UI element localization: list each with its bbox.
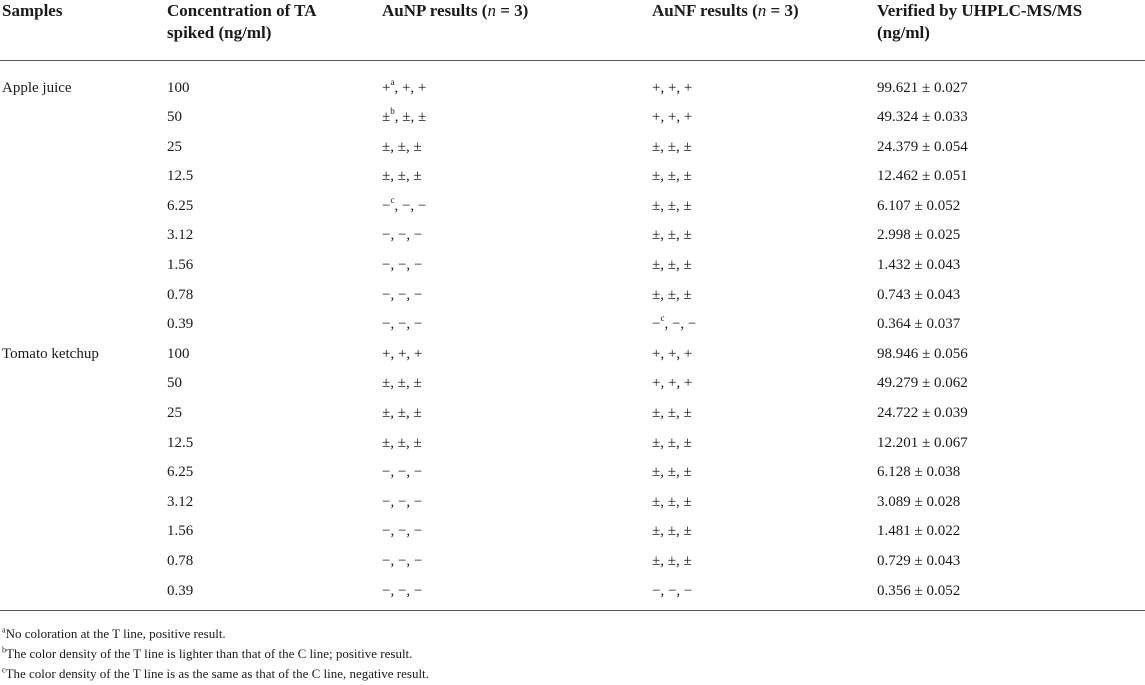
footnote [2, 664, 429, 684]
cell-concentration-text: 0.39 [167, 316, 194, 333]
cell-verified [875, 517, 1145, 547]
cell-concentration-text: 0.78 [167, 553, 194, 569]
cell-concentration-text: 1.56 [167, 257, 194, 274]
table-body [0, 60, 1145, 610]
cell-sample [0, 74, 165, 104]
header-aunp [380, 0, 650, 60]
table-row [0, 577, 1145, 611]
header-concentration-line1: Concentration of TA [167, 1, 317, 20]
cell-concentration [165, 251, 380, 281]
cell-aunf-result-text: +, +, + [652, 79, 693, 96]
cell-aunp-result-text: −, −, − [382, 553, 423, 569]
cell-aunf-result [650, 429, 875, 459]
cell-aunp-result-text: −, −, − [382, 493, 423, 510]
cell-concentration [165, 399, 380, 429]
footnote [2, 644, 429, 664]
header-samples-label: Samples [2, 1, 63, 20]
cell-aunp-result [380, 251, 650, 281]
footnote-marker: a [390, 76, 395, 87]
table-row [0, 103, 1145, 133]
cell-sample [0, 162, 165, 192]
cell-verified [875, 192, 1145, 222]
cell-aunf-result-text: ±, ±, ± [652, 405, 692, 422]
cell-concentration [165, 310, 380, 340]
cell-concentration-text: 1.56 [167, 523, 194, 540]
cell-verified-text: 99.621 ± 0.027 [877, 79, 968, 96]
cell-verified-text: 2.998 ± 0.025 [877, 227, 961, 244]
cell-verified-text: 98.946 ± 0.056 [877, 345, 968, 362]
cell-sample [0, 133, 165, 163]
cell-sample-text: Apple juice [2, 79, 72, 96]
cell-verified-text: 0.729 ± 0.043 [877, 553, 961, 569]
cell-verified-text: 6.107 ± 0.052 [877, 197, 961, 214]
cell-aunf-result-text: , −, − [664, 316, 697, 333]
footnote-marker: c [390, 194, 395, 205]
cell-concentration-text: 50 [167, 375, 182, 392]
cell-aunf-result-text: ±, ±, ± [652, 523, 692, 540]
cell-sample [0, 577, 165, 611]
cell-sample [0, 192, 165, 222]
cell-aunf-result-text: +, +, + [652, 375, 693, 392]
table-row [0, 488, 1145, 518]
cell-aunp-result [380, 399, 650, 429]
cell-sample [0, 340, 165, 370]
cell-sample [0, 251, 165, 281]
cell-concentration [165, 103, 380, 133]
cell-aunp-result-text: − [382, 197, 391, 214]
cell-aunf-result-text: ±, ±, ± [652, 227, 692, 244]
cell-aunf-result-text: ±, ±, ± [652, 197, 692, 214]
cell-verified [875, 577, 1145, 611]
cell-aunp-result [380, 340, 650, 370]
footnote-text: No coloration at the T line, positive result. [5, 626, 226, 641]
header-aunp-n: n [487, 1, 496, 20]
cell-concentration-text: 100 [167, 345, 190, 362]
cell-aunp-result [380, 369, 650, 399]
cell-sample [0, 221, 165, 251]
cell-aunp-result-text: , +, + [394, 79, 427, 96]
cell-aunp-result-text: −, −, − [382, 257, 423, 274]
cell-verified-text: 6.128 ± 0.038 [877, 464, 961, 481]
cell-verified [875, 369, 1145, 399]
header-concentration [165, 0, 380, 60]
cell-aunf-result [650, 458, 875, 488]
cell-aunp-result [380, 133, 650, 163]
cell-concentration [165, 162, 380, 192]
cell-aunf-result-text: ±, ±, ± [652, 553, 692, 569]
cell-aunf-result-text: − [652, 316, 661, 333]
cell-aunp-result [380, 458, 650, 488]
cell-aunp-result-text: , −, − [394, 197, 427, 214]
cell-aunf-result [650, 547, 875, 577]
table-row [0, 547, 1145, 577]
header-samples [0, 0, 165, 60]
cell-sample [0, 281, 165, 311]
cell-concentration [165, 429, 380, 459]
table-row [0, 340, 1145, 370]
cell-concentration-text: 25 [167, 405, 182, 422]
cell-aunp-result-text: + [382, 79, 391, 96]
header-spacer-row [0, 60, 1145, 74]
cell-sample [0, 517, 165, 547]
table-row [0, 399, 1145, 429]
cell-aunp-result [380, 429, 650, 459]
cell-verified [875, 340, 1145, 370]
cell-verified-text: 0.356 ± 0.052 [877, 582, 961, 599]
footnote [2, 624, 429, 644]
table-row [0, 221, 1145, 251]
cell-aunp-result-text: −, −, − [382, 286, 423, 303]
cell-aunp-result-text: ±, ±, ± [382, 168, 422, 185]
cell-concentration [165, 340, 380, 370]
table-header [0, 0, 1145, 60]
footnote-text: The color density of the T line is as the same as that of the C line, negative result. [5, 666, 429, 681]
cell-aunp-result-text: −, −, − [382, 582, 423, 599]
cell-aunf-result [650, 281, 875, 311]
cell-verified [875, 251, 1145, 281]
header-aunf [650, 0, 875, 60]
cell-aunf-result-text: −, −, − [652, 582, 693, 599]
cell-verified [875, 399, 1145, 429]
cell-aunf-result-text: +, +, + [652, 109, 693, 126]
header-concentration-line2: spiked (ng/ml) [167, 23, 272, 42]
footnote-marker: a [2, 625, 6, 635]
table-row [0, 458, 1145, 488]
cell-aunp-result-text: ±, ±, ± [382, 434, 422, 451]
footnotes [2, 624, 429, 684]
footnote-text: The color density of the T line is lighter than that of the C line; positive result. [6, 646, 413, 661]
footnote-marker: c [660, 313, 665, 324]
cell-concentration-text: 3.12 [167, 493, 194, 510]
cell-aunp-result-text: −, −, − [382, 523, 423, 540]
cell-aunp-result-text: , ±, ± [394, 109, 427, 126]
cell-verified-text: 12.462 ± 0.051 [877, 168, 968, 185]
cell-aunp-result-text: −, −, − [382, 464, 423, 481]
cell-verified [875, 162, 1145, 192]
table-row [0, 133, 1145, 163]
cell-aunf-result-text: ±, ±, ± [652, 138, 692, 155]
footnote-marker: b [2, 645, 6, 655]
cell-verified-text: 1.432 ± 0.043 [877, 257, 961, 274]
cell-concentration [165, 221, 380, 251]
cell-sample [0, 399, 165, 429]
cell-verified [875, 547, 1145, 577]
cell-aunf-result [650, 162, 875, 192]
cell-verified [875, 281, 1145, 311]
cell-concentration [165, 547, 380, 577]
cell-aunf-result [650, 192, 875, 222]
cell-aunp-result-text: −, −, − [382, 227, 423, 244]
cell-concentration-text: 6.25 [167, 197, 194, 214]
header-aunf-prefix: AuNF results ( [652, 1, 758, 20]
cell-aunf-result [650, 221, 875, 251]
cell-concentration-text: 0.39 [167, 582, 194, 599]
cell-sample [0, 429, 165, 459]
table-row [0, 281, 1145, 311]
cell-concentration [165, 458, 380, 488]
cell-verified-text: 0.364 ± 0.037 [877, 316, 961, 333]
header-aunp-prefix: AuNP results ( [382, 1, 488, 20]
cell-aunp-result [380, 310, 650, 340]
cell-concentration [165, 517, 380, 547]
cell-aunf-result [650, 488, 875, 518]
cell-aunf-result [650, 103, 875, 133]
cell-aunf-result [650, 133, 875, 163]
cell-aunf-result-text: ±, ±, ± [652, 464, 692, 481]
table-row [0, 192, 1145, 222]
cell-aunp-result-text: ±, ±, ± [382, 138, 422, 155]
cell-sample [0, 103, 165, 133]
cell-concentration [165, 74, 380, 104]
cell-verified-text: 3.089 ± 0.028 [877, 493, 961, 510]
cell-aunp-result [380, 577, 650, 611]
cell-aunp-result-text: +, +, + [382, 345, 423, 362]
footnote-marker: c [2, 665, 6, 675]
header-verified-line2: (ng/ml) [877, 23, 930, 42]
table-row [0, 162, 1145, 192]
table-row [0, 251, 1145, 281]
header-aunf-suffix: = 3) [766, 1, 799, 20]
cell-concentration-text: 12.5 [167, 168, 194, 185]
cell-aunp-result [380, 517, 650, 547]
cell-aunp-result-text: ±, ±, ± [382, 375, 422, 392]
cell-concentration [165, 577, 380, 611]
cell-concentration-text: 25 [167, 138, 182, 155]
cell-concentration [165, 192, 380, 222]
cell-aunf-result [650, 517, 875, 547]
cell-verified-text: 24.722 ± 0.039 [877, 405, 968, 422]
cell-aunf-result [650, 74, 875, 104]
cell-verified [875, 221, 1145, 251]
cell-sample [0, 310, 165, 340]
cell-aunp-result [380, 221, 650, 251]
cell-aunp-result [380, 192, 650, 222]
cell-verified [875, 458, 1145, 488]
cell-sample [0, 369, 165, 399]
cell-aunf-result-text: ±, ±, ± [652, 257, 692, 274]
header-aunf-n: n [757, 1, 767, 20]
cell-concentration-text: 12.5 [167, 434, 194, 451]
cell-verified-text: 12.201 ± 0.067 [877, 434, 968, 451]
cell-verified-text: 24.379 ± 0.054 [877, 138, 968, 155]
cell-aunf-result [650, 399, 875, 429]
cell-aunf-result [650, 310, 875, 340]
cell-aunp-result [380, 547, 650, 577]
cell-aunp-result [380, 103, 650, 133]
cell-sample [0, 458, 165, 488]
cell-sample-text: Tomato ketchup [2, 345, 99, 362]
cell-verified-text: 0.743 ± 0.043 [877, 286, 961, 303]
header-row [0, 0, 1145, 60]
cell-sample [0, 488, 165, 518]
header-verified-line1: Verified by UHPLC-MS/MS [877, 1, 1083, 20]
cell-aunp-result [380, 488, 650, 518]
cell-aunp-result [380, 281, 650, 311]
cell-aunf-result-text: ±, ±, ± [652, 493, 692, 510]
header-aunp-suffix: = 3) [495, 1, 529, 20]
cell-verified-text: 49.279 ± 0.062 [877, 375, 968, 392]
cell-aunp-result-text: ± [382, 109, 391, 126]
cell-aunf-result-text: ±, ±, ± [652, 434, 692, 451]
table-row [0, 517, 1145, 547]
cell-verified [875, 103, 1145, 133]
cell-verified-text: 49.324 ± 0.033 [877, 109, 968, 126]
cell-concentration [165, 281, 380, 311]
cell-concentration [165, 369, 380, 399]
table-row [0, 74, 1145, 104]
cell-aunp-result [380, 162, 650, 192]
cell-verified [875, 310, 1145, 340]
footnote-marker: b [390, 106, 395, 117]
table-row [0, 310, 1145, 340]
table-row [0, 429, 1145, 459]
cell-concentration-text: 0.78 [167, 286, 194, 303]
cell-aunp-result-text: −, −, − [382, 316, 423, 333]
cell-verified [875, 488, 1145, 518]
cell-concentration-text: 100 [167, 79, 190, 96]
cell-verified [875, 429, 1145, 459]
cell-aunf-result [650, 577, 875, 611]
cell-verified [875, 133, 1145, 163]
cell-concentration-text: 50 [167, 109, 182, 126]
header-verified [875, 0, 1145, 60]
cell-sample [0, 547, 165, 577]
cell-concentration [165, 133, 380, 163]
cell-aunp-result-text: ±, ±, ± [382, 405, 422, 422]
cell-aunf-result [650, 251, 875, 281]
cell-verified-text: 1.481 ± 0.022 [877, 523, 961, 540]
cell-concentration-text: 3.12 [167, 227, 194, 244]
cell-aunf-result-text: ±, ±, ± [652, 168, 692, 185]
cell-aunf-result-text: ±, ±, ± [652, 286, 692, 303]
cell-aunf-result [650, 340, 875, 370]
cell-concentration-text: 6.25 [167, 464, 194, 481]
cell-aunf-result-text: +, +, + [652, 345, 693, 362]
cell-concentration [165, 488, 380, 518]
cell-aunp-result [380, 74, 650, 104]
table-row [0, 369, 1145, 399]
cell-verified [875, 74, 1145, 104]
cell-aunf-result [650, 369, 875, 399]
